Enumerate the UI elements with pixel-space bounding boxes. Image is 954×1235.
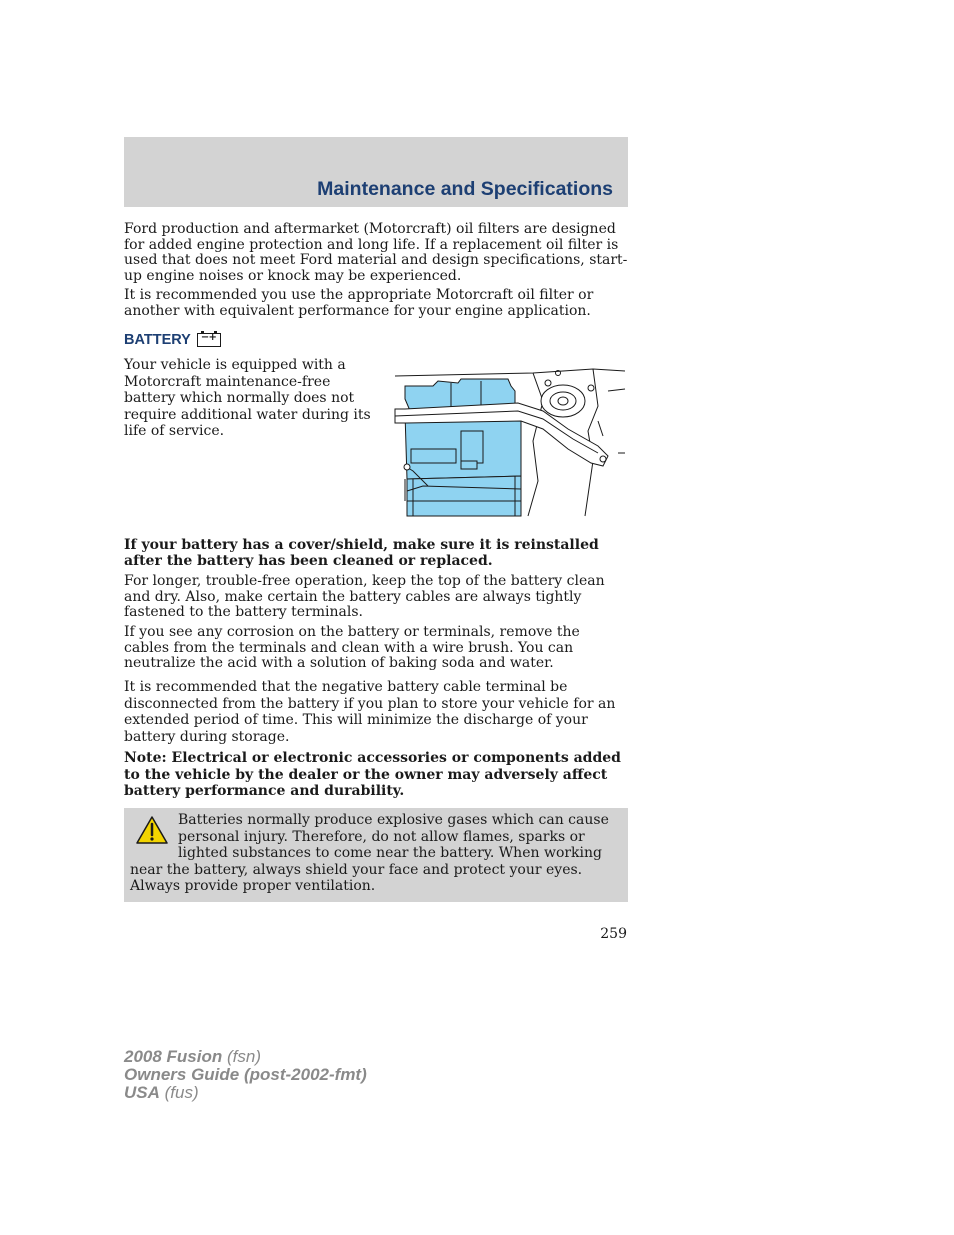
warning-text: Batteries normally produce explosive gases which can cause personal injury. Therefore, do not allow flames, sparks or lighted substances to come near the battery. When working near the battery, always shield your face and protect your eyes. Always provide proper ventilation.	[130, 812, 609, 894]
warning-box	[124, 808, 628, 902]
battery-paragraph-4: It is recommended that the negative battery cable terminal be disconnected from the battery if you plan to store your vehicle for an extended period of time. This will minimize the discharge of your battery during storage.	[124, 679, 616, 745]
battery-minus-sign: −	[200, 332, 210, 343]
section-header-band	[124, 137, 628, 207]
battery-paragraph-3: If you see any corrosion on the battery or terminals, remove the cables from the terminals and clean with a wire brush. You can neutralize the acid with a solution of baking soda and water.	[124, 624, 580, 671]
battery-icon	[197, 333, 221, 347]
battery-cover-note: If your battery has a cover/shield, make sure it is reinstalled after the battery has been cleaned or replaced.	[124, 537, 599, 569]
battery-paragraph-1: Your vehicle is equipped with a Motorcraft maintenance-free battery which normally does not require additional water during its life of service.	[124, 357, 371, 439]
battery-note: Note: Electrical or electronic accessories or components added to the vehicle by the dealer or the owner may adversely affect battery performance and durability.	[124, 750, 621, 799]
footer-line-2: Owners Guide (post-2002-fmt)	[124, 1065, 367, 1084]
footer-line-1: 2008 Fusion (fsn)	[124, 1047, 261, 1066]
battery-location-illustration	[393, 361, 628, 517]
page-number: 259	[600, 926, 627, 942]
battery-plus-sign: +	[208, 332, 217, 343]
intro-paragraph-2: It is recommended you use the appropriate Motorcraft oil filter or another with equivalent performance for your engine application.	[124, 287, 594, 319]
battery-heading	[124, 332, 221, 348]
intro-paragraph-1: Ford production and aftermarket (Motorcraft) oil filters are designed for added engine protection and long life. If a replacement oil filter is used that does not meet Ford material and design specifications, start-up engine noises or knock may be experienced.	[124, 221, 628, 284]
battery-paragraph-2: For longer, trouble-free operation, keep the top of the battery clean and dry. Also, make certain the battery cables are always tightly fastened to the battery terminals.	[124, 573, 605, 620]
warning-triangle-icon	[136, 816, 168, 844]
footer-line-3: USA (fus)	[124, 1083, 199, 1102]
battery-heading-label: BATTERY	[124, 332, 191, 348]
document-footer	[124, 1048, 367, 1102]
section-title: Maintenance and Specifications	[317, 178, 613, 200]
